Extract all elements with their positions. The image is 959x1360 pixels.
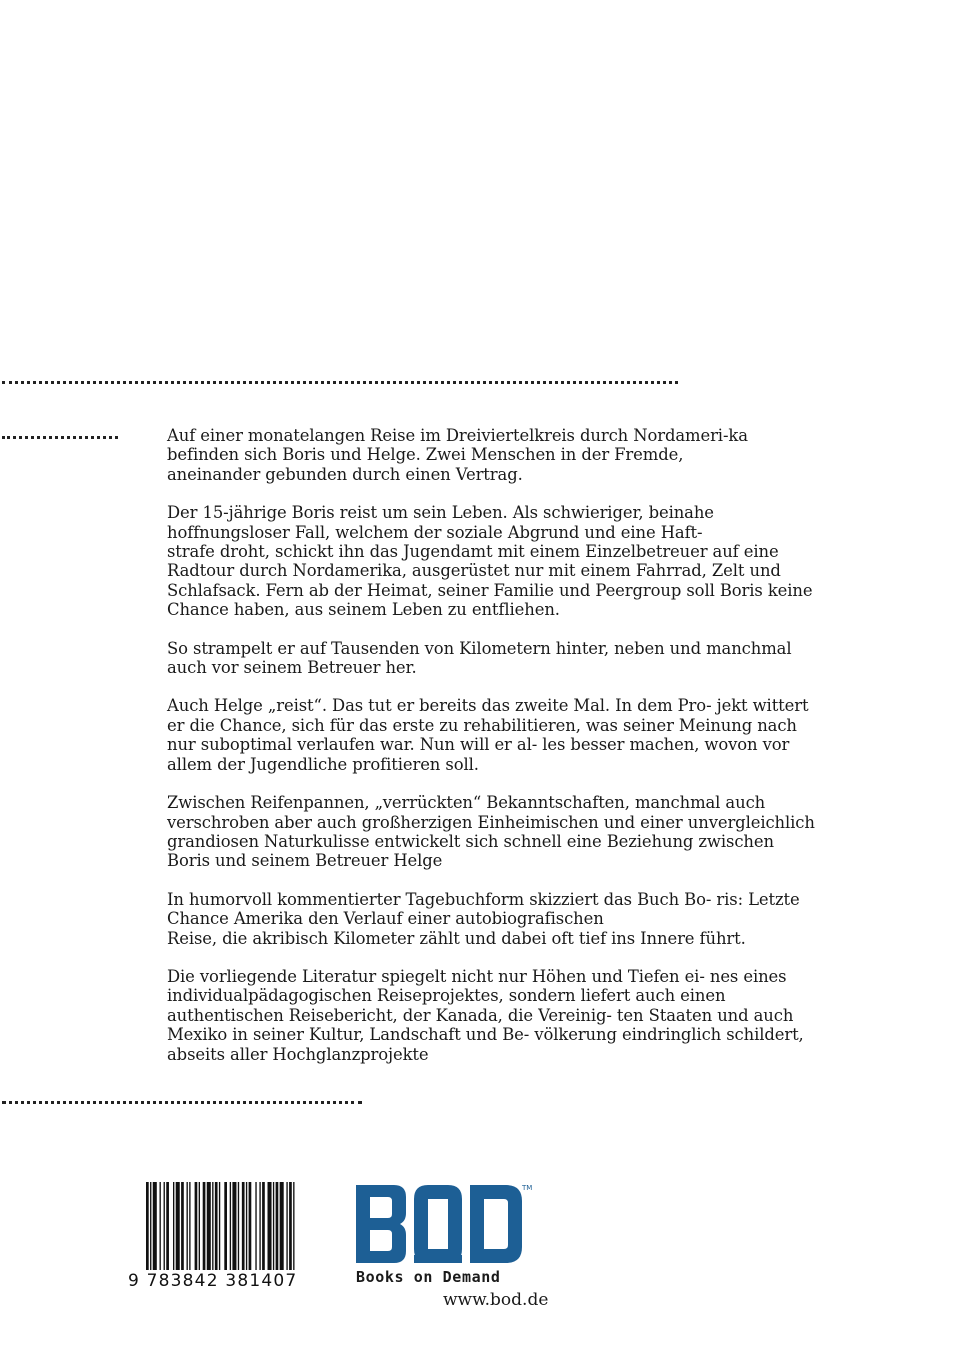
barcode-bar: [255, 1182, 256, 1270]
barcode-bar: [242, 1182, 245, 1270]
barcode-bar: [276, 1182, 279, 1270]
trademark-mark: TM: [522, 1184, 533, 1192]
barcode-bar: [199, 1182, 200, 1270]
barcode-bar: [232, 1182, 236, 1270]
barcode-bar: [224, 1182, 227, 1270]
barcode-bar: [189, 1182, 190, 1270]
barcode-bar: [273, 1182, 274, 1270]
barcode-bar: [212, 1182, 213, 1270]
bod-logo-mark: [356, 1185, 522, 1265]
blurb-paragraph: Der 15-jährige Boris reist um sein Leben. Als schwieriger, beinahe hoffnungsloser Fall, welchem der soziale Abgrund und eine Haft- strafe droht, schickt ihn das Jugendamt mit einem Einzelbetreuer auf eine Radtour durch Nordamerika, ausgerüstet nur mit einem Fahrrad, Zelt und Schlafsack. Fern ab der Heimat, seiner Familie und Peergroup soll Boris keine Chance haben, aus seinem Leben zu entfliehen.: [167, 503, 813, 620]
isbn-barcode: [128, 1182, 318, 1291]
barcode-bar: [268, 1182, 272, 1270]
blurb-paragraph: In humorvoll kommentierter Tagebuchform skizziert das Buch Bo- ris: Letzte Chance Amerika den Verlauf einer autobiografischen Reise, die akribisch Kilometer zählt und dabei oft tief ins Innere führt.: [167, 889, 800, 948]
dotted-rule-side: [2, 436, 118, 439]
barcode-bar: [280, 1182, 284, 1270]
barcode-bar: [166, 1182, 169, 1270]
barcode-bar: [146, 1182, 149, 1270]
blurb-paragraph: Auf einer monatelangen Reise im Dreiviertelkreis durch Nordameri-ka befinden sich Boris und Helge. Zwei Menschen in der Fremde, aneinander gebunden durch einen Vertrag.: [167, 426, 748, 484]
blurb-paragraph: Auch Helge „reist“. Das tut er bereits das zweite Mal. In dem Pro- jekt wittert er die Chance, sich für das erste zu rehabilitieren, was seiner Meinung nach nur suboptimal verlaufen war. Nun will er al- les besser machen, wovon vor allem der Jugendliche profitieren soll.: [167, 696, 809, 774]
dotted-rule-top: [2, 381, 678, 384]
blurb-paragraph: So strampelt er auf Tausenden von Kilometern hinter, neben und manchmal auch vor seinem Betreuer her.: [167, 638, 792, 678]
barcode-bar: [219, 1182, 220, 1270]
barcode-bar: [160, 1182, 161, 1270]
publisher-url: www.bod.de: [443, 1290, 549, 1310]
barcode-bar: [195, 1182, 198, 1270]
blurb-paragraph: Die vorliegende Literatur spiegelt nicht nur Höhen und Tiefen ei- nes eines individualpädagogischen Reiseprojektes, sondern liefert auch einen authentischen Reisebericht, der Kanada, die Vereinig- ten Staaten und auch Mexiko in seiner Kultur, Landschaft und Be- völkerung eindringlich schildert, abseits aller Hochglanzprojekte: [167, 966, 804, 1064]
barcode-bar: [259, 1182, 260, 1270]
barcode-bar: [246, 1182, 247, 1270]
barcode-bar: [181, 1182, 184, 1270]
dotted-rule-bottom: [2, 1101, 362, 1104]
barcode-bar: [150, 1182, 151, 1270]
barcode-bar: [207, 1182, 211, 1270]
barcode-bar: [203, 1182, 206, 1270]
barcode-bar: [238, 1182, 239, 1270]
publisher-logo: [356, 1185, 536, 1286]
barcode-bar: [153, 1182, 157, 1270]
isbn-number: 9 783842 381407: [128, 1271, 298, 1291]
barcode-bar: [173, 1182, 174, 1270]
barcode-bar: [164, 1182, 165, 1270]
barcode-bar: [262, 1182, 265, 1270]
blurb-paragraph: Zwischen Reifenpannen, „verrückten“ Bekanntschaften, manchmal auch verschroben aber auch großherzigen Einheimischen und einer unvergleichlich grandiosen Naturkulisse entwickelt sich schnell eine Beziehung zwischen Boris und seinem Betreuer Helge: [167, 793, 815, 871]
barcode-bar: [249, 1182, 252, 1270]
barcode-bar: [187, 1182, 188, 1270]
barcode-bar: [176, 1182, 180, 1270]
barcode-bar: [230, 1182, 231, 1270]
barcode-bar: [286, 1182, 287, 1270]
barcode-bars: [128, 1182, 318, 1270]
barcode-bar: [293, 1182, 294, 1270]
barcode-bar: [289, 1182, 292, 1270]
publisher-tagline: Books on Demand: [356, 1268, 501, 1286]
barcode-bar: [215, 1182, 218, 1270]
back-cover-blurb: [167, 426, 817, 1083]
